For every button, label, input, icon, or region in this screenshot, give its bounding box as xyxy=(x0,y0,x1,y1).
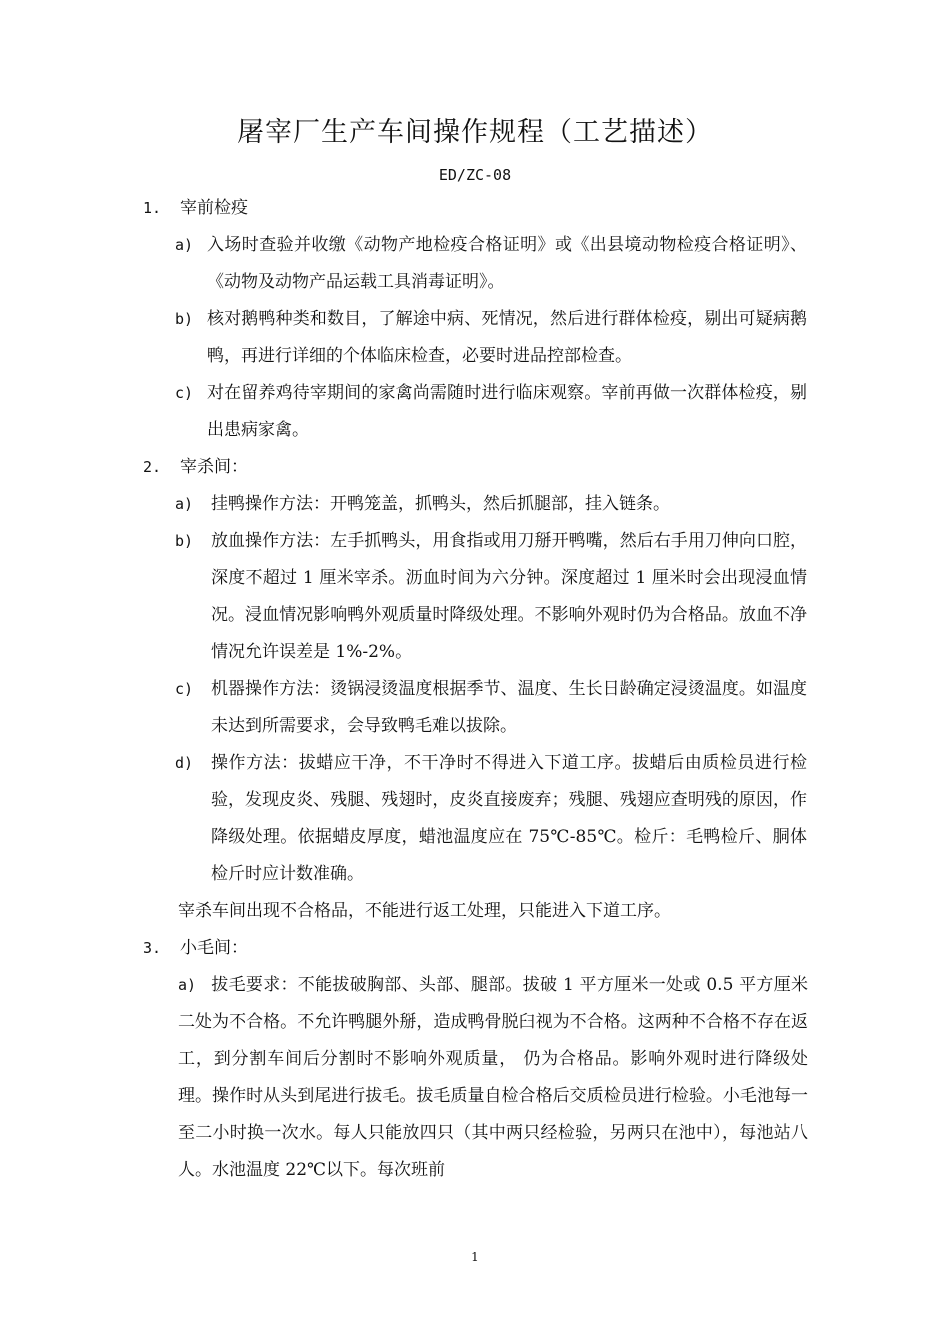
item-marker: a) xyxy=(178,976,197,994)
section-heading xyxy=(0,449,950,486)
section-title: 宰前检疫 xyxy=(180,198,248,218)
section-small-feather-room xyxy=(0,930,950,1189)
item-text: 操作方法：拔蜡应干净，不干净时不得进入下道工序。拔蜡后由质检员进行检验，发现皮炎、残腿、残翅时，皮炎直接废弃；残腿、残翅应查明残的原因，作降级处理。依据蜡皮厚度，蜡池温度应在 75℃-85℃。检斤：毛鸭检斤、胴体检斤时应计数准确。 xyxy=(211,753,807,884)
item-marker: c) xyxy=(175,384,194,402)
item-marker: b) xyxy=(175,532,194,550)
section-heading xyxy=(0,930,950,967)
section-slaughter-room xyxy=(0,449,950,930)
document-title: 屠宰厂生产车间操作规程（工艺描述） xyxy=(237,117,713,148)
item-text: 放血操作方法：左手抓鸭头，用食指或用刀掰开鸭嘴，然后右手用刀伸向口腔，深度不超过 1 厘米宰杀。沥血时间为六分钟。深度超过 1 厘米时会出现浸血情况。浸血情况影响鸭外观质量时降级处理。不影响外观时仍为合格品。放血不净情况允许误差是 1%-2%。 xyxy=(211,531,807,662)
item-marker: c) xyxy=(175,680,194,698)
document-body xyxy=(0,190,950,1189)
list-item xyxy=(0,486,807,523)
list-item xyxy=(0,375,807,449)
item-marker: b) xyxy=(175,310,194,328)
list-item xyxy=(0,301,807,375)
list-item xyxy=(0,523,807,671)
section-number: 1. xyxy=(143,199,162,217)
section-number: 3. xyxy=(143,939,162,957)
page-number: 1 xyxy=(471,1250,479,1264)
list-item xyxy=(0,671,807,745)
item-marker: d) xyxy=(175,754,194,772)
list-item xyxy=(0,967,808,1189)
section-pre-slaughter-inspection xyxy=(0,190,950,449)
section-note: 宰杀车间出现不合格品，不能进行返工处理，只能进入下道工序。 xyxy=(178,901,671,921)
document-code: ED/ZC-08 xyxy=(438,166,512,184)
item-text: 拔毛要求：不能拔破胸部、头部、腿部。拔破 1 平方厘米一处或 0.5 平方厘米二处为不合格。不允许鸭腿外掰，造成鸭骨脱臼视为不合格。这两种不合格不存在返工，到分割车间后分割时不影响外观质量， 仍为合格品。影响外观时进行降级处理。操作时从头到尾进行拔毛。拔毛质量自检合格后交质检员进行检验。小毛池每一至二小时换一次水。每人只能放四只（其中两只经检验，另两只在池中），每池站八人。水池温度 22℃以下。每次班前 xyxy=(178,975,808,1180)
section-heading xyxy=(0,190,950,227)
section-title: 小毛间： xyxy=(180,938,248,958)
item-text: 入场时查验并收缴《动物产地检疫合格证明》或《出县境动物检疫合格证明》、《动物及动物产品运载工具消毒证明》。 xyxy=(207,235,807,292)
item-text: 对在留养鸡待宰期间的家禽尚需随时进行临床观察。宰前再做一次群体检疫，剔出患病家禽。 xyxy=(207,383,807,440)
list-item xyxy=(0,227,807,301)
item-marker: a) xyxy=(175,236,194,254)
item-text: 挂鸭操作方法：开鸭笼盖，抓鸭头，然后抓腿部，挂入链条。 xyxy=(211,494,670,514)
list-item xyxy=(0,745,807,893)
section-number: 2. xyxy=(143,458,162,476)
section-title: 宰杀间： xyxy=(180,457,248,477)
item-text: 核对鹅鸭种类和数目，了解途中病、死情况，然后进行群体检疫，剔出可疑病鹅鸭，再进行详细的个体临床检查，必要时进品控部检查。 xyxy=(207,309,807,366)
item-marker: a) xyxy=(175,495,194,513)
item-text: 机器操作方法：烫锅浸烫温度根据季节、温度、生长日龄确定浸烫温度。如温度未达到所需要求，会导致鸭毛难以拔除。 xyxy=(211,679,807,736)
